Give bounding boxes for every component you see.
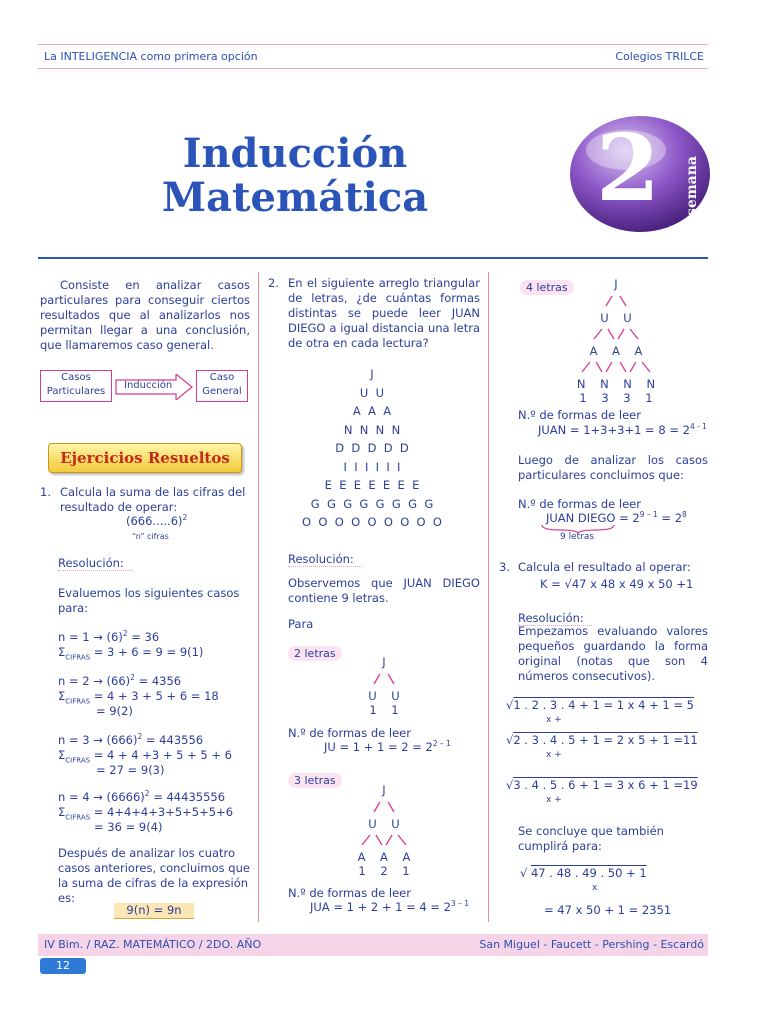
p3-row-marks: x + <box>546 715 562 725</box>
problem-2-para: Para <box>288 617 314 631</box>
triangle-row: D D D D D <box>335 441 409 455</box>
problem-3-statement: Calcula el resultado al operar: <box>518 560 691 574</box>
col3-formas: N.º de formas de leer <box>518 497 641 511</box>
problem-1-statement: Calcula la suma de las cifras del resultado de operar: <box>60 485 246 514</box>
case-2-equation: JU = $1 + 1 = 2 = 2^{2 - 1}$ <box>324 739 451 754</box>
p3-row-3 <box>506 778 706 808</box>
section-title <box>48 443 242 473</box>
case-4-letters-label: 4 letras <box>520 280 574 295</box>
case-4-formas: N.º de formas de leer <box>518 408 641 422</box>
path-lines <box>566 361 666 373</box>
title-divider <box>38 257 708 259</box>
problem-2-number: 2. <box>268 276 279 290</box>
problem-1-number: 1. <box>40 485 51 499</box>
triangle-row: J <box>370 367 374 381</box>
case-n1-line: $n = 1 \to (6)^2 = 36$ <box>58 629 160 644</box>
problem-3-final-expression <box>520 866 710 896</box>
triangle-row: I I I I I I <box>343 459 401 474</box>
flow-arrow-label: Inducción <box>124 380 173 391</box>
p3-row-expr: √2 . 3 . 4 . 5 + 1 = 2 x 5 + 1 =11 <box>506 733 698 747</box>
induction-flow <box>40 368 252 408</box>
problem-3-expression: K = √47 x 48 x 49 x 50 +1 <box>540 577 694 591</box>
path-lines <box>566 328 666 340</box>
case-4-diagram <box>566 276 666 405</box>
triangle-row: N N N N <box>343 422 401 437</box>
case-n1-sum: $\Sigma_{CIFRAS} = 3 + 6 = 9 = 9(1)$ <box>58 645 204 662</box>
path-lines <box>344 673 424 685</box>
flow-box-general: Caso General <box>196 370 248 402</box>
diagram-row: A A A <box>589 344 643 358</box>
title-line-1: Inducción <box>182 130 408 177</box>
col3-luego: Luego de analizar los casos particulares concluimos que: <box>518 453 708 482</box>
case-n2 <box>58 674 258 719</box>
col3-general-equation: JUAN DIEGO = $2^{9 - 1} = 2^8$ <box>546 510 687 525</box>
problem-1-resolucion: Resolución: <box>58 556 132 571</box>
case-n1 <box>58 630 258 660</box>
problem-2-resolucion: Resolución: <box>288 552 362 567</box>
case-4-equation: JUAN = $1+3+3+1 = 8 = 2^{4 - 1}$ <box>538 422 707 437</box>
footer-right-text: San Miguel - Faucett - Pershing - Escardó <box>479 938 704 951</box>
diagram-row: 1 2 1 <box>358 864 410 878</box>
case-2-formas: N.º de formas de leer <box>288 726 411 740</box>
expr-exponent: 2 <box>182 513 188 523</box>
p3-row-1 <box>506 698 706 728</box>
case-n3 <box>58 733 258 778</box>
diagram-row: J <box>614 277 618 291</box>
diagram-row: A A A <box>357 850 411 864</box>
p3-row-marks: x + <box>546 795 562 805</box>
problem-3-final-result: = 47 x 50 + 1 = 2351 <box>544 903 672 917</box>
problem-3-concluye: Se concluye que también cumplirá para: <box>518 824 664 853</box>
column-divider-2 <box>488 272 489 922</box>
problem-3-resolucion: Resolución: <box>518 611 592 626</box>
case-3-letters-label: 3 letras <box>288 773 342 788</box>
diagram-row: 1 3 3 1 <box>579 391 653 405</box>
path-lines <box>344 834 424 846</box>
section-title-text: Ejercicios Resueltos <box>60 449 230 467</box>
col3-letras-note: 9 letras <box>560 532 595 542</box>
diagram-row: U U <box>600 311 632 325</box>
case-3-formas: N.º de formas de leer <box>288 886 411 900</box>
p3-row-expr: √1 . 2 . 3 . 4 + 1 = 1 x 4 + 1 = 5 <box>506 698 694 712</box>
diagram-row: U U <box>368 817 400 831</box>
expr-base: (666.....6) <box>126 514 183 528</box>
letter-triangle <box>270 365 474 532</box>
problem-1-result: 9(n) = 9n <box>114 903 194 919</box>
case-n2-sum2: = 9(2) <box>96 704 133 718</box>
case-n4-sum: $\Sigma_{CIFRAS} = 4+4+4+3+5+5+5+6$ <box>58 805 234 822</box>
diagram-row: 1 1 <box>369 703 399 717</box>
problem-3-intro: Empezamos evaluando valores pequeños guardando la forma original (notas que son 4 números consecutivos). <box>518 624 708 683</box>
diagram-row: U U <box>368 689 400 703</box>
header-top-rule <box>38 44 708 45</box>
diagram-row: N N N N <box>576 377 656 391</box>
triangle-row: G G G G G G G G <box>310 496 434 511</box>
page-title <box>110 132 480 220</box>
expr-brace-note: “n” cifras <box>132 532 169 541</box>
diagram-row: J <box>382 783 386 797</box>
triangle-row: A A A <box>352 404 392 418</box>
triangle-row: E E E E E E E <box>324 478 420 492</box>
case-n3-sum2: = 27 = 9(3) <box>96 763 165 777</box>
problem-2-statement: En el siguiente arreglo triangular de letras, ¿de cuántas formas distintas se puede leer JUAN DIEGO a igual distancia una letra de otra en cada lectura? <box>288 276 480 350</box>
p3-row-marks: x + <box>546 750 562 760</box>
header-left-text: La INTELIGENCIA como primera opción <box>44 50 258 63</box>
case-n4-sum2: = 36 = 9(4) <box>94 820 163 834</box>
intro-paragraph: Consiste en analizar casos particulares para conseguir ciertos resultados que al analizarlos nos permitan llegar a una conclusión, que llamaremos caso general. <box>40 278 250 352</box>
badge-word: semana <box>683 156 700 216</box>
final-expr: √ 47 . 48 . 49 . 50 + 1 <box>520 866 647 880</box>
problem-1-expression <box>126 514 187 529</box>
column-divider-1 <box>258 272 259 922</box>
case-2-letters-label: 2 letras <box>288 646 342 661</box>
problem-2-observe: Observemos que JUAN DIEGO contiene 9 letras. <box>288 576 480 605</box>
case-2-diagram <box>344 654 424 717</box>
path-lines <box>344 801 424 813</box>
case-n3-sum: $\Sigma_{CIFRAS} = 4 + 4 +3 + 5 + 5 + 6$ <box>58 748 233 765</box>
case-3-diagram <box>344 782 424 878</box>
p3-row-expr: √3 . 4 . 5 . 6 + 1 = 3 x 6 + 1 =19 <box>506 778 698 792</box>
badge-number: 2 <box>596 114 661 222</box>
title-line-2: Matemática <box>161 174 429 221</box>
week-badge <box>566 112 714 236</box>
page-number: 12 <box>40 958 86 974</box>
case-3-equation: JUA = $1 + 2 + 1 = 4 = 2^{3 - 1}$ <box>310 899 470 914</box>
p3-row-2 <box>506 733 706 763</box>
case-n4 <box>58 790 258 835</box>
problem-1-intro: Evaluemos los siguientes casos para: <box>58 586 240 615</box>
path-lines <box>566 295 666 307</box>
triangle-row: O O O O O O O O O <box>302 515 442 529</box>
header-right-text: Colegios TRILCE <box>615 50 704 63</box>
problem-3-number: 3. <box>499 560 510 574</box>
case-n4-line: $n = 4 \to (6666)^2 = 44435556$ <box>58 789 226 804</box>
final-marks: x <box>592 883 598 893</box>
case-n2-sum: $\Sigma_{CIFRAS} = 4 + 3 + 5 + 6 = 18$ <box>58 689 219 706</box>
problem-1-conclusion: Después de analizar los cuatro casos anteriores, concluimos que la suma de cifras de la expresión es: <box>58 846 250 905</box>
case-n2-line: $n = 2 \to (66)^2 = 4356$ <box>58 673 182 688</box>
diagram-row: J <box>382 655 386 669</box>
flow-box-particular: Casos Particulares <box>40 370 112 402</box>
case-n3-line: $n = 3 \to (666)^2 = 443556$ <box>58 732 204 747</box>
footer-left-text: IV Bim. / RAZ. MATEMÁTICO / 2DO. AÑO <box>44 938 262 951</box>
header-bottom-rule <box>38 68 708 69</box>
triangle-row: U U <box>359 385 385 400</box>
